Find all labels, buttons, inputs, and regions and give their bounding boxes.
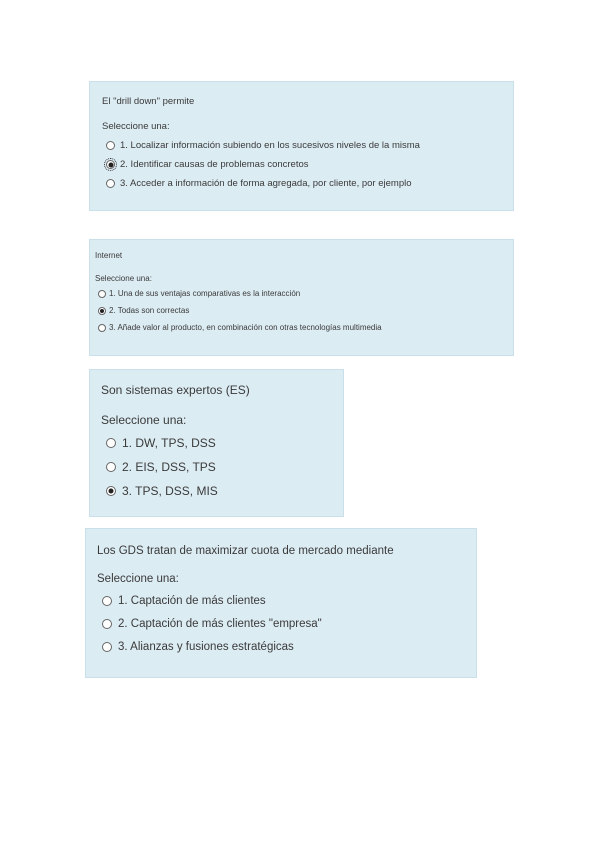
question-card-expert-systems (89, 369, 344, 517)
answer-option-2[interactable] (101, 455, 332, 479)
option-label: 1. Localizar información subiendo en los sucesivos niveles de la misma (120, 140, 420, 151)
question-card-gds (85, 528, 477, 678)
option-label: 3. TPS, DSS, MIS (122, 484, 218, 498)
question-text: El "drill down" permite (102, 96, 195, 107)
radio-button[interactable] (102, 596, 112, 606)
radio-button-selected[interactable] (98, 307, 106, 315)
radio-button[interactable] (106, 179, 115, 188)
radio-button-selected[interactable] (106, 486, 116, 496)
option-label: 1. Una de sus ventajas comparativas es la interacción (109, 289, 301, 298)
answer-option-3[interactable] (102, 174, 501, 193)
answer-option-1[interactable] (101, 431, 332, 455)
option-label: 1. DW, TPS, DSS (122, 436, 216, 450)
option-label: 2. Identificar causas de problemas concretos (120, 159, 309, 170)
select-prompt: Seleccione una: (102, 121, 170, 132)
radio-button[interactable] (98, 324, 106, 332)
answer-option-1[interactable] (97, 589, 465, 612)
option-label: 1. Captación de más clientes (118, 594, 266, 607)
option-label: 2. Todas son correctas (109, 306, 190, 315)
answer-option-1[interactable] (95, 285, 508, 302)
radio-button[interactable] (106, 462, 116, 472)
select-prompt: Seleccione una: (101, 413, 187, 427)
radio-button[interactable] (106, 141, 115, 150)
question-text: Son sistemas expertos (ES) (101, 383, 250, 397)
option-label: 3. Acceder a información de forma agregada, por cliente, por ejemplo (120, 178, 412, 189)
option-label: 2. Captación de más clientes "empresa" (118, 617, 322, 630)
question-text: Los GDS tratan de maximizar cuota de mercado mediante (97, 545, 394, 557)
answer-option-3[interactable] (95, 319, 508, 336)
select-prompt: Seleccione una: (97, 573, 179, 585)
option-label: 2. EIS, DSS, TPS (122, 460, 216, 474)
answer-option-2[interactable] (95, 302, 508, 319)
question-card-drill-down (89, 81, 514, 211)
answer-option-2[interactable] (97, 612, 465, 635)
answer-option-3[interactable] (101, 479, 332, 503)
answer-option-1[interactable] (102, 136, 501, 155)
option-label: 3. Añade valor al producto, en combinación con otras tecnologías multimedia (109, 323, 382, 332)
answer-option-2[interactable] (102, 155, 501, 174)
radio-button[interactable] (102, 642, 112, 652)
answer-option-3[interactable] (97, 635, 465, 658)
radio-button[interactable] (102, 619, 112, 629)
radio-button[interactable] (98, 290, 106, 298)
radio-button-selected[interactable] (106, 160, 115, 169)
select-prompt: Seleccione una: (95, 274, 152, 283)
radio-button[interactable] (106, 438, 116, 448)
question-card-internet (89, 239, 514, 356)
option-label: 3. Alianzas y fusiones estratégicas (118, 640, 294, 653)
question-text: Internet (95, 251, 123, 260)
